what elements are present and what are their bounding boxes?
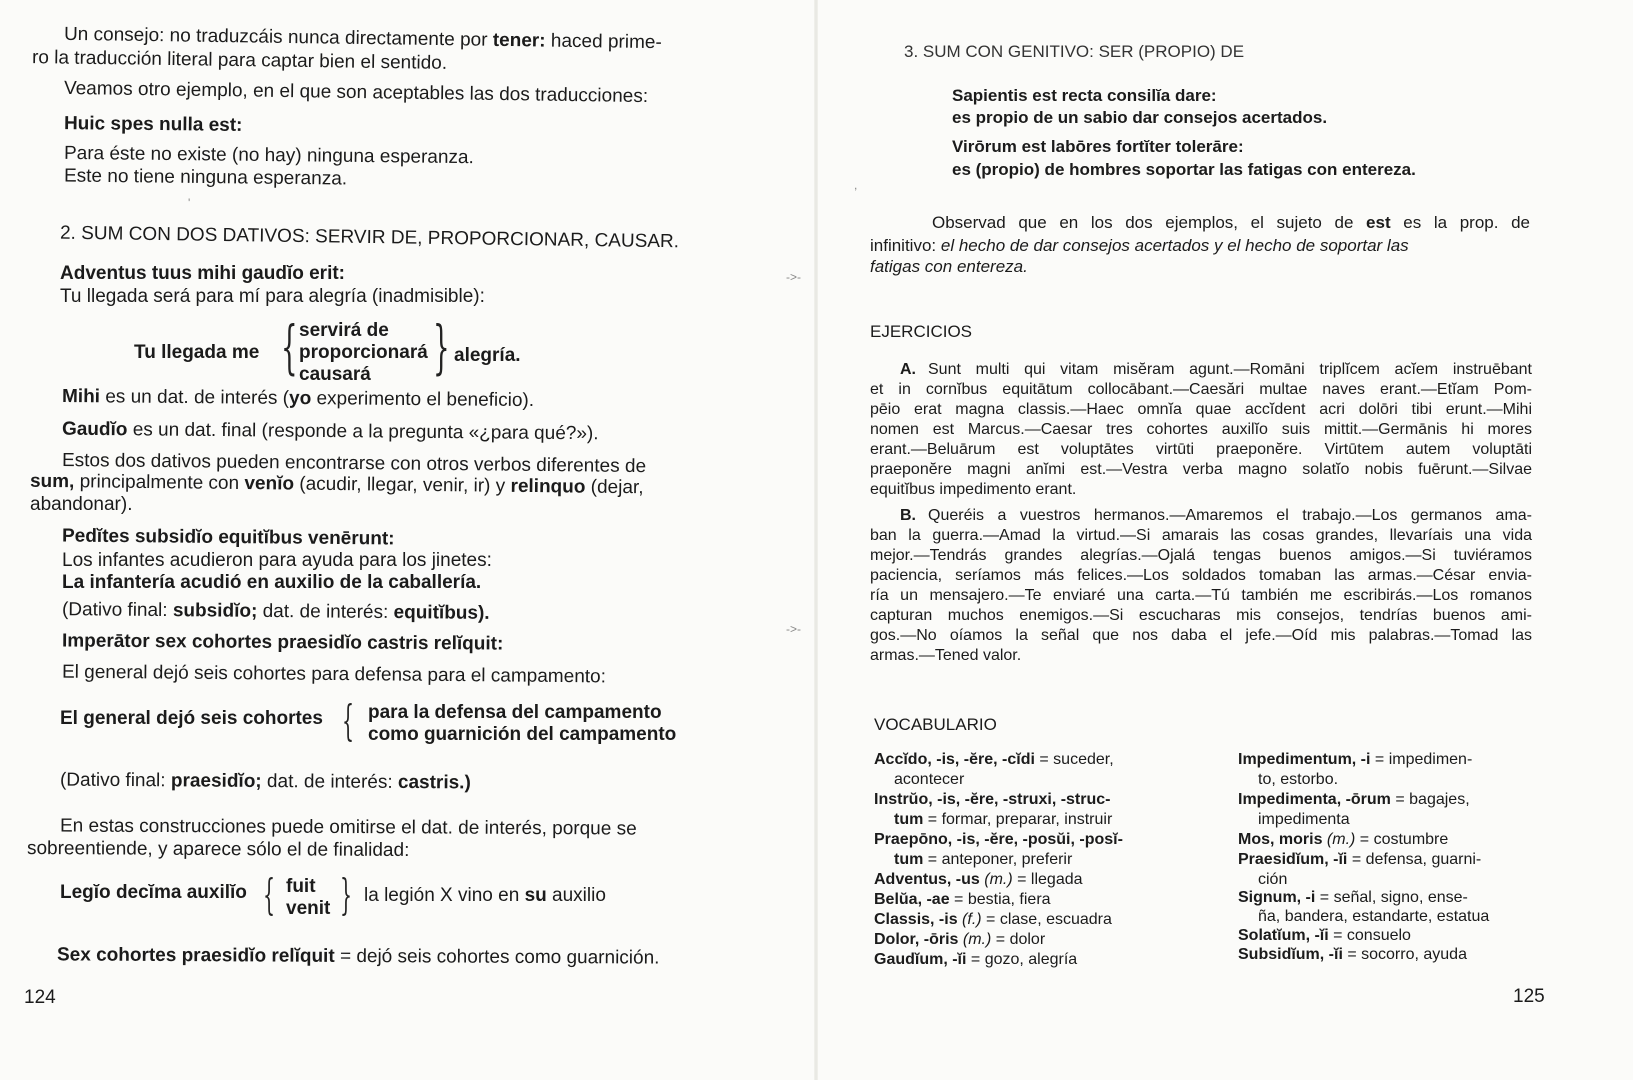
- brace2-subject: El general dejó seis cohortes: [60, 708, 323, 729]
- scan-mark: ->-: [786, 622, 801, 636]
- vocab-entry: Instrŭo, -is, -ĕre, -struxi, -struc-: [874, 791, 1111, 808]
- exercise-a-line: erant.—Beluārum est voluptātes virtūti praeponĕre. Virtūtem autem voluptāti: [870, 441, 1532, 458]
- vocab-entry: Belŭa, -ae = bestia, fiera: [874, 891, 1051, 908]
- exercise-a-line: pēio erat magna classis.—Haec omnĭa quae accĭdent acri dolōri tibi erunt.—Mihi: [870, 401, 1532, 418]
- brace2-option-1: para la defensa del campamento: [368, 702, 662, 723]
- vocab-entry: Mos, moris (m.) = costumbre: [1238, 831, 1449, 848]
- vocab-entry: Praesidĭum, -ĭi = defensa, guarni-: [1238, 851, 1482, 868]
- brace1-option-2: proporcionará: [299, 342, 428, 363]
- example4-latin: Imperātor sex cohortes praesidĭo castris relĭquit:: [61, 630, 504, 655]
- note-mihi: Mihi es un dat. de interés (yo experimento el beneficio).: [61, 385, 535, 412]
- vocab-entry-cont: tum = formar, preparar, instruir: [894, 811, 1113, 828]
- observation-line2: infinitivo: el hecho de dar consejos acertados y el hecho de soportar las: [870, 236, 1409, 255]
- paragraph-datives-line1: Estos dos dativos pueden encontrarse con otros verbos diferentes de: [61, 449, 647, 478]
- observation-line3: fatigas con entereza.: [870, 257, 1028, 276]
- example1-translation1: Para éste no existe (no hay) ninguna esperanza.: [63, 142, 474, 169]
- exercise-a: [870, 360, 1532, 500]
- example4-note: (Dativo final: praesidĭo; dat. de interés: castris.): [59, 769, 471, 794]
- scan-speck: ,: [854, 178, 858, 192]
- exercise-b-line: gos.—No oíamos la señal que nos daba el jefe.—Oíd mis palabras.—Tomad las: [870, 627, 1532, 644]
- vocab-entry: Praepōno, -is, -ĕre, -posŭi, -posĭ-: [874, 831, 1123, 848]
- brace1-option-3: causará: [299, 364, 371, 385]
- exercise-a-line: nomen est Marcus.—Caesar tres cohortes auxilĭo suis mittit.—Germānis hi mores: [870, 421, 1532, 438]
- example3-translation2: La infantería acudió en auxilio de la caballería.: [62, 572, 482, 593]
- vocab-entry-cont: to, estorbo.: [1258, 771, 1339, 788]
- vocab-entry: Adventus, -us (m.) = llegada: [874, 871, 1083, 888]
- exercise-b-line: paciencia, seríamos más felices.—Los soldados tomaban las armas.—César envia-: [870, 567, 1532, 584]
- example4-translation: El general dejó seis cohortes para defensa para el campamento:: [61, 661, 607, 688]
- example1-latin: Huic spes nulla est:: [63, 113, 243, 136]
- paragraph-omit-line2: sobreentiende, y aparece sólo el de finalidad:: [26, 837, 410, 862]
- page-number-left: 124: [24, 987, 56, 1008]
- example3-latin: Pedĭtes subsidĭo equitĭbus venērunt:: [61, 525, 395, 550]
- note-gaudio: Gaudĭo es un dat. final (responde a la pregunta «¿para qué?»).: [61, 418, 599, 445]
- vocab-entry-cont: tum = anteponer, preferir: [894, 851, 1073, 868]
- exercise-b: [870, 506, 1532, 666]
- exercise-b-line: mejor.—Tendrás grandes alegrías.—Ojalá tengas buenos amigos.—Si tuviéramos: [870, 547, 1532, 564]
- vocab-entry: Gaudĭum, -ĭi = gozo, alegría: [874, 951, 1078, 968]
- example2-literal: Tu llegada será para mí para alegría (inadmisible):: [60, 286, 485, 307]
- paragraph-datives-line2: sum, principalmente con venĭo (acudir, llegar, venir, ir) y relinquo (dejar,: [29, 470, 644, 499]
- observation-line1: Observad que en los dos ejemplos, el sujeto de est es la prop. de: [932, 213, 1530, 232]
- example6-latin: Virōrum est labōres fortĭter tolerāre:: [952, 137, 1244, 156]
- exercise-b-line: armas.—Tened valor.: [870, 647, 1022, 664]
- brace3-subject: Legĭo decĭma auxilĭo: [60, 882, 247, 903]
- exercise-b-line: ría un mensajero.—Te enviaré una carta.—Tú también me escribirás.—Los romanos: [870, 587, 1532, 604]
- exercise-b-line: capturan muchos enemigos.—Si escucharas mis consejos, tendrías buenos ami-: [870, 607, 1532, 624]
- paragraph-omit-line1: En estas construcciones puede omitirse el dat. de interés, porque se: [59, 815, 637, 840]
- vocab-entry: Signum, -i = señal, signo, ense-: [1238, 889, 1468, 906]
- paragraph-advice-line1: Un consejo: no traduzcáis nunca directamente por tener: haced prime-: [63, 23, 662, 54]
- vocab-entry: Dolor, -ōris (m.) = dolor: [874, 931, 1046, 948]
- example6-translation: es (propio) de hombres soportar las fatigas con entereza.: [952, 160, 1416, 179]
- vocab-entry-cont: ción: [1258, 871, 1288, 888]
- vocab-entry: Solatĭum, -ĭi = consuelo: [1238, 927, 1411, 944]
- paragraph-another-example: Veamos otro ejemplo, en el que son aceptables las dos traducciones:: [63, 77, 649, 108]
- vocab-entry-cont: impedimenta: [1258, 811, 1350, 828]
- brace3-translation: la legión X vino en su auxilio: [364, 885, 606, 906]
- section2-heading: 2. SUM CON DOS DATIVOS: SERVIR DE, PROPORCIONAR, CAUSAR.: [59, 222, 680, 253]
- left-page: [0, 0, 816, 1080]
- final-example: Sex cohortes praesidĭo relĭquit = dejó seis cohortes como guarnición.: [56, 944, 660, 969]
- example3-note: (Dativo final: subsidĭo; dat. de interés: equitĭbus).: [61, 599, 490, 624]
- scan-speck: ': [188, 196, 191, 210]
- brace3-option-2: venit: [286, 898, 331, 919]
- exercise-a-line: et in cornĭbus equitātum collocābant.—Caesări multae naves erant.—Etĭam Pom-: [870, 381, 1532, 398]
- example5-translation: es propio de un sabio dar consejos acertados.: [952, 108, 1328, 127]
- left-brace-icon: {: [281, 313, 298, 381]
- vocab-entry: Impedimentum, -i = impedimen-: [1238, 751, 1473, 768]
- right-brace-icon: }: [340, 870, 353, 919]
- brace2-option-2: como guarnición del campamento: [368, 724, 677, 745]
- right-page: [816, 0, 1633, 1080]
- exercise-a-line: equitĭbus impedimento erant.: [870, 481, 1077, 498]
- brace1-object: alegría.: [454, 345, 521, 366]
- brace1-option-1: servirá de: [299, 320, 389, 341]
- exercise-b-line: ban la guerra.—Amad la virtud.—Si amarais las cosas grandes, llevaríais una vida: [870, 527, 1532, 544]
- vocab-entry: Subsidĭum, -ĭi = socorro, ayuda: [1238, 946, 1467, 963]
- vocab-entry: Classis, -is (f.) = clase, escuadra: [874, 911, 1112, 928]
- exercise-a-line: praeponĕre magni anĭmi est.—Vestra verba magno solatĭo nobis fuērunt.—Silvae: [870, 461, 1532, 478]
- scan-mark: ->-: [786, 270, 801, 284]
- paragraph-advice-line2: ro la traducción literal para captar bien el sentido.: [31, 47, 448, 74]
- vocabulario-heading: VOCABULARIO: [874, 715, 997, 734]
- vocab-entry: Impedimenta, -ōrum = bagajes,: [1238, 791, 1470, 808]
- vocab-entry-cont: ña, bandera, estandarte, estatua: [1258, 908, 1490, 925]
- ejercicios-heading: EJERCICIOS: [870, 322, 973, 341]
- example2-latin: Adventus tuus mihi gaudĭo erit:: [60, 263, 346, 284]
- paragraph-datives-line3: abandonar).: [30, 494, 133, 515]
- left-brace-icon: {: [342, 696, 355, 745]
- exercise-b-line: B. Queréis a vuestros hermanos.—Amaremos el trabajo.—Los germanos ama-: [900, 507, 1532, 524]
- brace1-subject: Tu llegada me: [134, 342, 260, 363]
- example3-translation1: Los infantes acudieron para ayuda para los jinetes:: [62, 550, 492, 571]
- example1-translation2: Este no tiene ninguna esperanza.: [63, 165, 348, 190]
- vocab-entry-cont: acontecer: [894, 771, 965, 788]
- left-brace-icon: {: [263, 870, 276, 919]
- brace3-option-1: fuit: [286, 876, 316, 897]
- page-number-right: 125: [1513, 986, 1545, 1007]
- example5-latin: Sapientis est recta consilĭa dare:: [952, 86, 1217, 105]
- section3-heading: 3. SUM CON GENITIVO: SER (PROPIO) DE: [904, 42, 1245, 61]
- right-brace-icon: }: [433, 313, 450, 381]
- vocab-entry: Accĭdo, -is, -ĕre, -cĭdi = suceder,: [874, 751, 1114, 768]
- exercise-a-line: A. Sunt multi qui vitam misĕram agunt.—Romāni triplĭcem acĭem instruēbant: [900, 361, 1532, 378]
